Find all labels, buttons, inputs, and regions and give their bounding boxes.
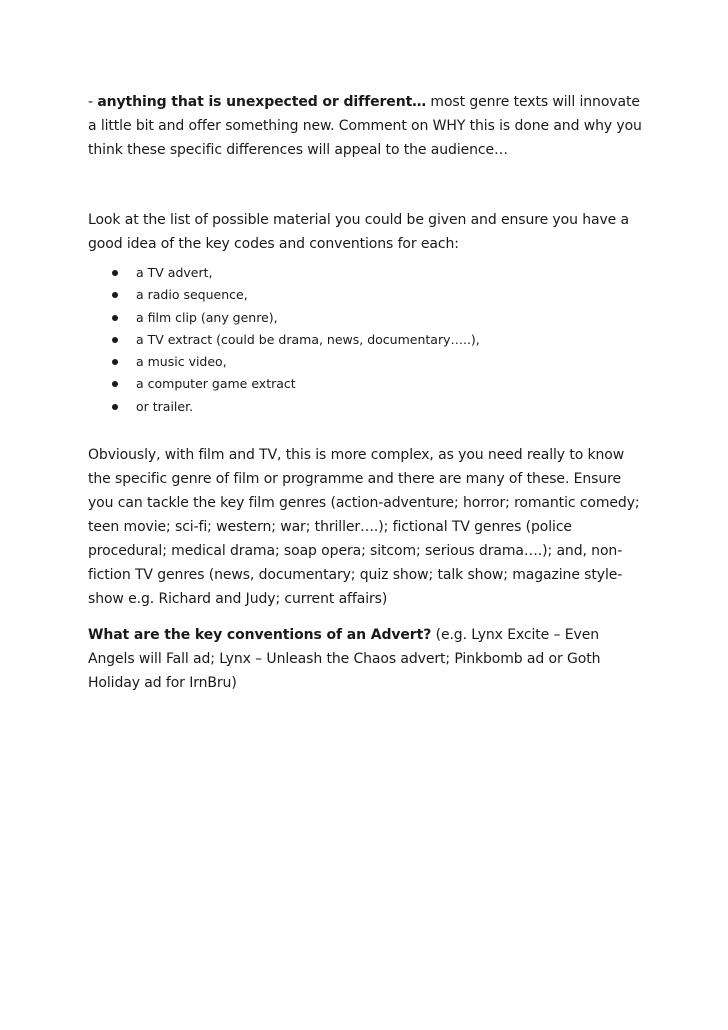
list-item (110, 262, 648, 284)
bullet-icon (112, 404, 118, 410)
list-item (110, 351, 648, 373)
list-item-text: a TV advert, (136, 265, 213, 280)
bullet-icon (112, 381, 118, 387)
bullet-icon (112, 292, 118, 298)
paragraph-advert-conventions (88, 623, 648, 695)
bullet-icon (112, 315, 118, 321)
document-page (88, 90, 648, 695)
bullet-icon (112, 270, 118, 276)
bullet-icon (112, 359, 118, 365)
paragraph-unexpected-different (88, 90, 648, 162)
para1-lead: - (88, 94, 98, 110)
list-item-text: or trailer. (136, 398, 194, 414)
list-item-text: a radio sequence, (136, 287, 248, 303)
paragraph-film-tv-genres: Obviously, with film and TV, this is more complex, as you need really to know the specific genre of film or programme and there are many of these. Ensure you can tackle the key film genres (action-adventure; horror; romantic comedy; teen movie; sci-fi; western; war; thriller….); fictional TV genres (police procedural; medical drama; soap opera; sitcom; serious drama….); and, non-fiction TV genres (news, documentary; quiz show; talk show; magazine style-show e.g. Richard and Judy; current affairs) (88, 447, 640, 608)
para1-bold-phrase: anything that is unexpected or different… (97, 94, 427, 110)
material-bullet-list (88, 262, 648, 418)
bullet-icon (112, 337, 118, 343)
para4-body: (e.g. Lynx Excite – Even Angels will Fall ad; Lynx – Unleash the Chaos advert; Pinkbomb ad or Goth Holiday ad for IrnBru) (88, 627, 601, 692)
para1-body: most genre texts will innovate a little bit and offer something new. Comment on WHY this is done and why you think these specific differences will appeal to the audience… (88, 94, 642, 158)
list-item-text: a music video, (136, 354, 227, 370)
list-item-text: a computer game extract (136, 376, 296, 392)
list-item (110, 396, 648, 418)
para4-bold-question: What are the key conventions of an Advert? (88, 627, 432, 644)
list-item (110, 329, 648, 351)
list-item-text: a TV extract (could be drama, news, documentary…..), (136, 331, 480, 347)
list-item (110, 284, 648, 306)
list-item-text: a film clip (any genre), (136, 309, 278, 325)
list-item (110, 373, 648, 395)
list-item (110, 307, 648, 329)
paragraph-material-list-intro: Look at the list of possible material you could be given and ensure you have a good idea of the key codes and conventions for each: (88, 212, 629, 252)
